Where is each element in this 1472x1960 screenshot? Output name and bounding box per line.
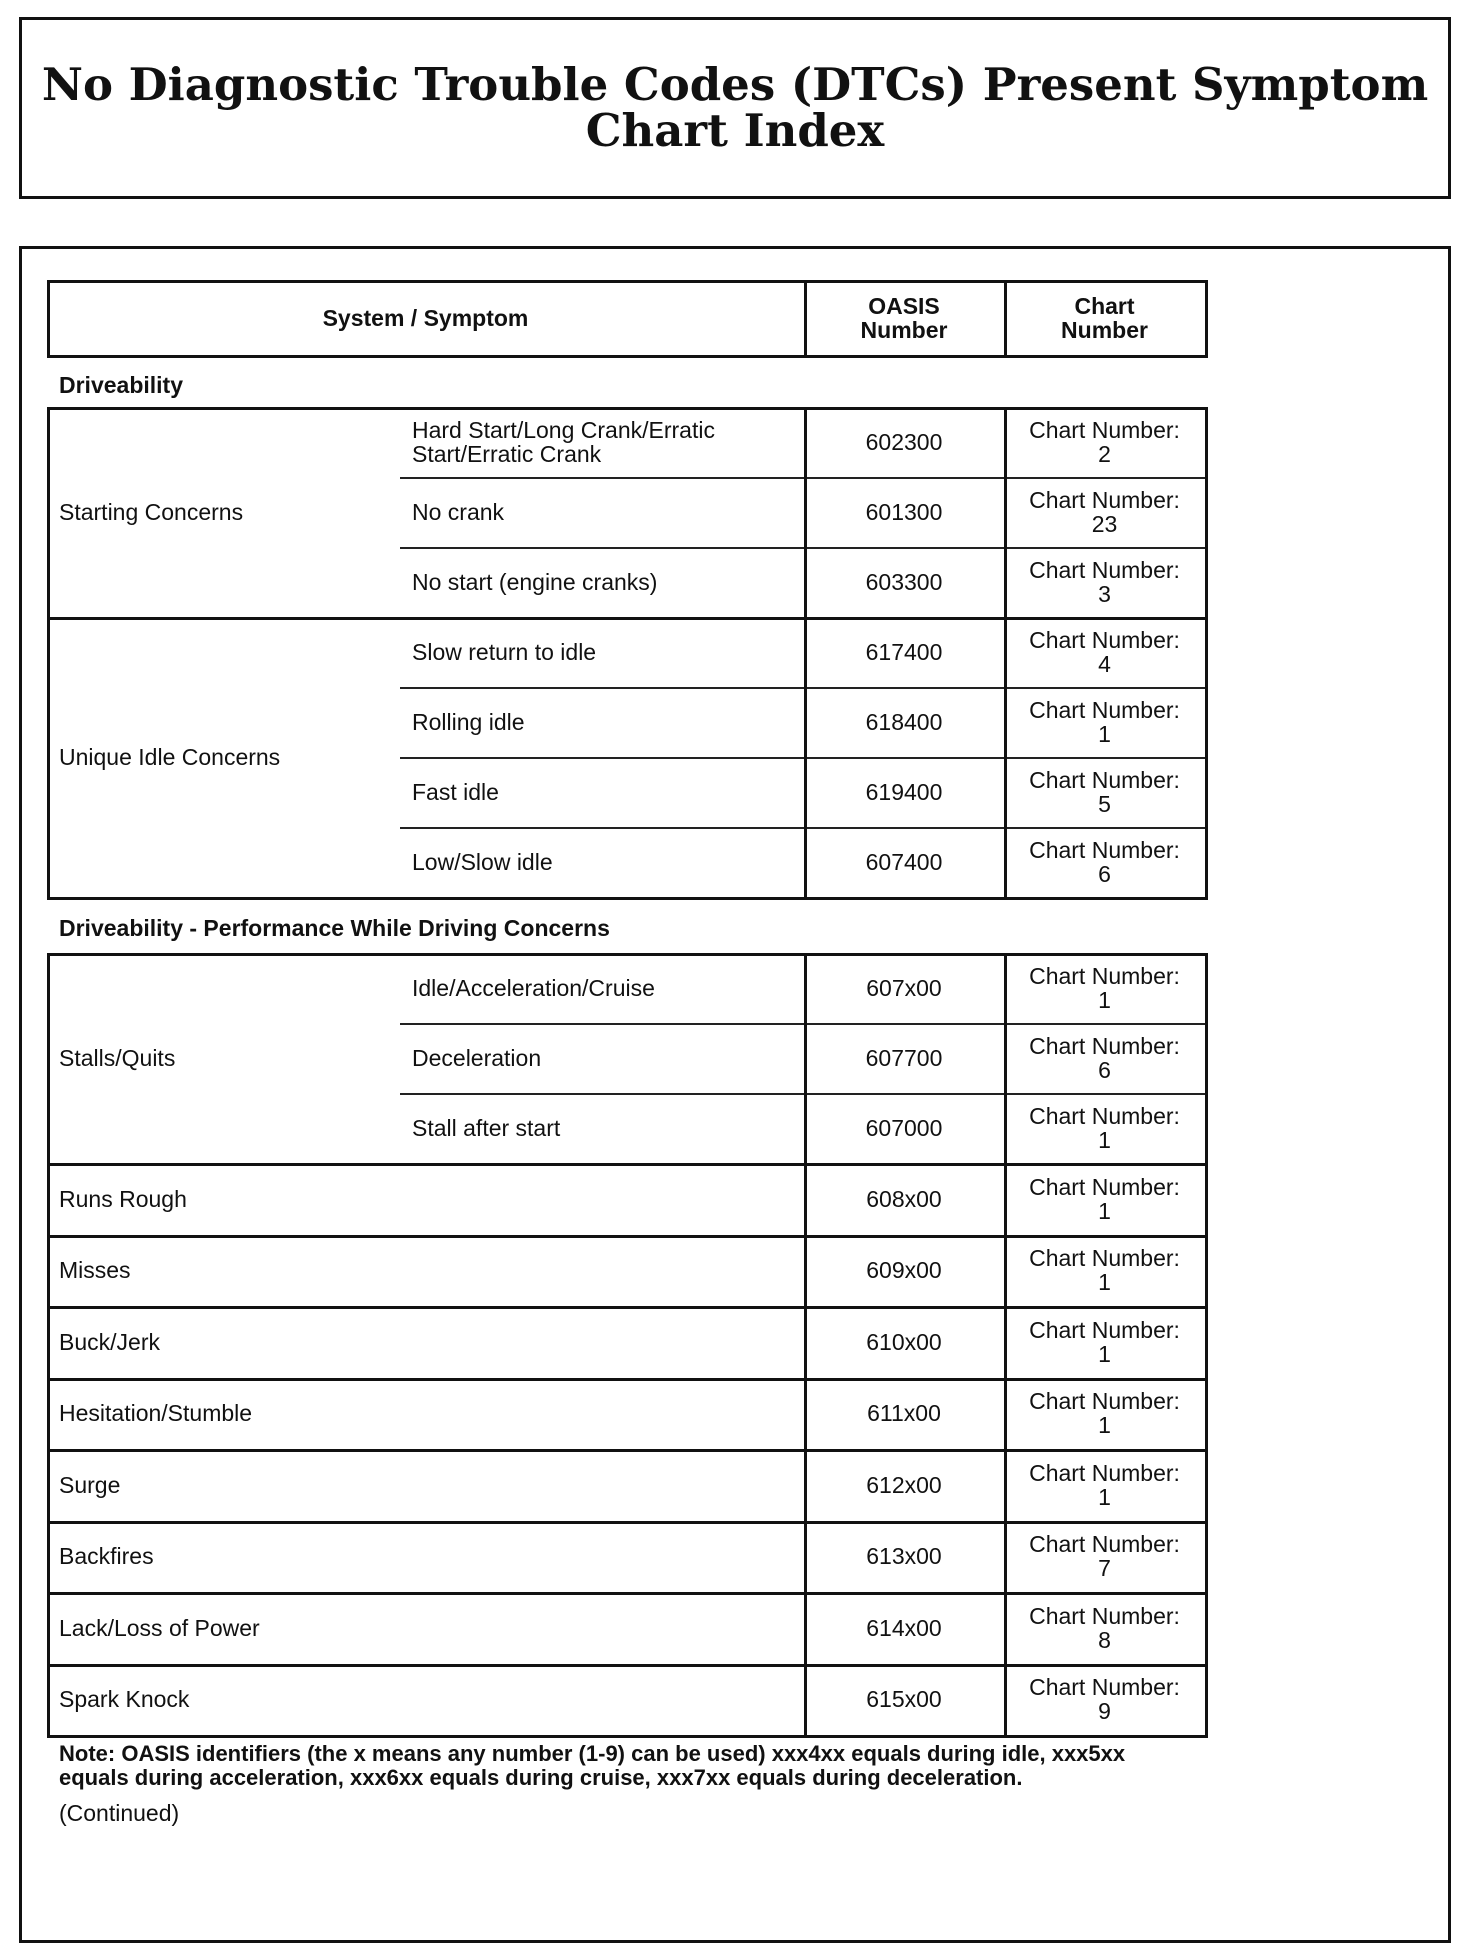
chart-number-label: Chart Number:	[1029, 557, 1180, 583]
symptom	[400, 953, 804, 1023]
chart-number-label: Chart Number:	[1029, 1531, 1180, 1558]
section-label: Driveability - Performance While Driving Concerns	[59, 915, 610, 941]
oasis-number: 607000	[865, 1115, 943, 1141]
system-name: Runs Rough	[59, 1185, 187, 1212]
chart-number-cell	[1004, 953, 1205, 1023]
chart-number-cell	[1004, 617, 1205, 687]
oasis-number: 619400	[865, 779, 943, 805]
symptom	[400, 1093, 804, 1163]
header-system-symptom-text: System / Symptom	[322, 304, 529, 331]
table-rule	[1004, 407, 1007, 897]
symptom-line-1: Slow return to idle	[412, 639, 597, 665]
oasis-number: 607x00	[866, 975, 942, 1001]
oasis-number: 613x00	[866, 1543, 942, 1570]
chart-number-label: Chart Number:	[1029, 697, 1180, 723]
chart-number-value: 9	[1098, 1698, 1111, 1725]
oasis-number: 611x00	[867, 1400, 941, 1427]
oasis-number: 608x00	[866, 1185, 942, 1212]
oasis-number: 614x00	[866, 1614, 942, 1641]
chart-number-label: Chart Number:	[1029, 417, 1180, 443]
header-chart-line-1: Chart	[1074, 292, 1135, 319]
chart-number-label: Chart Number:	[1029, 1033, 1180, 1059]
table-rule	[1205, 953, 1208, 1735]
oasis-number: 603300	[865, 569, 943, 595]
chart-number-label: Chart Number:	[1029, 487, 1180, 513]
symptom-line-1: No crank	[412, 499, 505, 525]
symptom	[400, 407, 804, 477]
chart-number-cell	[1004, 1449, 1205, 1521]
symptom	[400, 547, 804, 617]
system-name: Starting Concerns	[59, 499, 244, 525]
symptom-line-1: Deceleration	[412, 1045, 542, 1071]
oasis-number: 609x00	[866, 1257, 942, 1284]
chart-number-cell	[1004, 1521, 1205, 1593]
chart-number-label: Chart Number:	[1029, 1316, 1180, 1343]
symptom-line-1: Idle/Acceleration/Cruise	[412, 975, 655, 1001]
header-oasis-line-2: Number	[860, 316, 948, 343]
symptom-line-1: Stall after start	[412, 1115, 561, 1141]
title-box	[19, 17, 1451, 199]
chart-number-label: Chart Number:	[1029, 963, 1180, 989]
oasis-number: 602300	[865, 429, 943, 455]
symptom-line-1: Rolling idle	[412, 709, 525, 735]
chart-number-value: 3	[1098, 581, 1111, 607]
chart-number-value: 1	[1098, 1483, 1111, 1510]
chart-number-cell	[1004, 1378, 1205, 1450]
oasis-number: 617400	[865, 639, 943, 665]
oasis-number: 618400	[865, 709, 943, 735]
chart-number-cell	[1004, 1163, 1205, 1235]
chart-number-value: 1	[1098, 1269, 1111, 1296]
symptom-line-2: Start/Erratic Crank	[412, 441, 602, 467]
chart-number-label: Chart Number:	[1029, 767, 1180, 793]
chart-number-label: Chart Number:	[1029, 1103, 1180, 1129]
header-oasis-line-1: OASIS	[868, 292, 940, 319]
symptom	[400, 617, 804, 687]
symptom-line-1: No start (engine cranks)	[412, 569, 658, 595]
chart-number-label: Chart Number:	[1029, 1459, 1180, 1486]
page-title-line-1: No Diagnostic Trouble Codes (DTCs) Present Symptom	[41, 58, 1429, 111]
oasis-number: 607400	[865, 849, 943, 875]
chart-number-value: 1	[1098, 1127, 1111, 1153]
system-name: Spark Knock	[59, 1686, 190, 1713]
table-rule	[47, 355, 1208, 358]
chart-number-value: 1	[1098, 987, 1111, 1013]
chart-number-cell	[1004, 1235, 1205, 1307]
header-system-symptom	[47, 280, 804, 355]
oasis-number: 612x00	[866, 1471, 942, 1498]
continued-label: (Continued)	[59, 1800, 180, 1826]
section-label: Driveability	[59, 372, 183, 398]
note-line-2: equals during acceleration, xxx6xx equals during cruise, xxx7xx equals during deceleration.	[59, 1765, 1023, 1790]
table-rule	[1205, 407, 1208, 897]
chart-number-cell	[1004, 1664, 1205, 1736]
chart-number-label: Chart Number:	[1029, 1602, 1180, 1629]
table-rule	[804, 953, 807, 1735]
system-name: Backfires	[59, 1543, 154, 1570]
chart-number-value: 6	[1098, 861, 1111, 887]
oasis-number: 607700	[865, 1045, 943, 1071]
table-rule	[1205, 280, 1208, 355]
chart-number-cell	[1004, 757, 1205, 827]
table-rule	[1004, 953, 1007, 1735]
symptom	[400, 757, 804, 827]
chart-number-value: 1	[1098, 721, 1111, 747]
system-name: Stalls/Quits	[59, 1045, 176, 1071]
symptom-line-1: Fast idle	[412, 779, 499, 805]
symptom	[400, 477, 804, 547]
system-name: Lack/Loss of Power	[59, 1614, 260, 1641]
chart-number-cell	[1004, 1306, 1205, 1378]
table-rule	[47, 897, 1208, 900]
system-name: Hesitation/Stumble	[59, 1400, 253, 1427]
chart-number-value: 1	[1098, 1197, 1111, 1224]
system-name: Surge	[59, 1471, 121, 1498]
chart-number-cell	[1004, 407, 1205, 477]
chart-number-label: Chart Number:	[1029, 1674, 1180, 1701]
table-rule	[47, 1735, 1208, 1738]
oasis-number: 601300	[865, 499, 943, 525]
table-rule	[47, 407, 50, 897]
table-rule	[804, 407, 807, 897]
chart-number-label: Chart Number:	[1029, 627, 1180, 653]
chart-number-cell	[1004, 547, 1205, 617]
symptom	[400, 1023, 804, 1093]
page-title-line-2: Chart Index	[585, 104, 885, 157]
chart-number-value: 1	[1098, 1412, 1111, 1439]
symptom-line-1: Hard Start/Long Crank/Erratic	[412, 417, 715, 443]
chart-number-value: 7	[1098, 1555, 1111, 1582]
table-rule	[47, 953, 50, 1735]
chart-number-cell	[1004, 1093, 1205, 1163]
chart-number-label: Chart Number:	[1029, 1173, 1180, 1200]
chart-number-cell	[1004, 687, 1205, 757]
chart-number-value: 23	[1091, 511, 1118, 537]
chart-number-value: 8	[1098, 1626, 1111, 1653]
chart-number-label: Chart Number:	[1029, 837, 1180, 863]
chart-number-value: 5	[1098, 791, 1111, 817]
symptom-line-1: Low/Slow idle	[412, 849, 553, 875]
chart-number-cell	[1004, 1592, 1205, 1664]
note-line-1: Note: OASIS identifiers (the x means any number (1-9) can be used) xxx4xx equals during idle, xxx5xx	[59, 1741, 1126, 1766]
chart-number-label: Chart Number:	[1029, 1388, 1180, 1415]
note	[59, 1742, 1309, 1790]
chart-number-label: Chart Number:	[1029, 1245, 1180, 1272]
chart-number-value: 1	[1098, 1340, 1111, 1367]
chart-number-cell	[1004, 477, 1205, 547]
system-name: Unique Idle Concerns	[59, 744, 281, 770]
header-chart-number	[1004, 280, 1205, 355]
symptom	[400, 687, 804, 757]
header-oasis-number	[804, 280, 1004, 355]
chart-number-value: 2	[1098, 441, 1111, 467]
chart-number-value: 6	[1098, 1057, 1111, 1083]
chart-number-cell	[1004, 827, 1205, 897]
header-chart-line-2: Number	[1061, 316, 1148, 343]
chart-number-cell	[1004, 1023, 1205, 1093]
chart-number-value: 4	[1098, 651, 1111, 677]
oasis-number: 615x00	[866, 1686, 942, 1713]
symptom	[400, 827, 804, 897]
system-name: Buck/Jerk	[59, 1328, 160, 1355]
oasis-number: 610x00	[866, 1328, 942, 1355]
system-name: Misses	[59, 1257, 131, 1284]
